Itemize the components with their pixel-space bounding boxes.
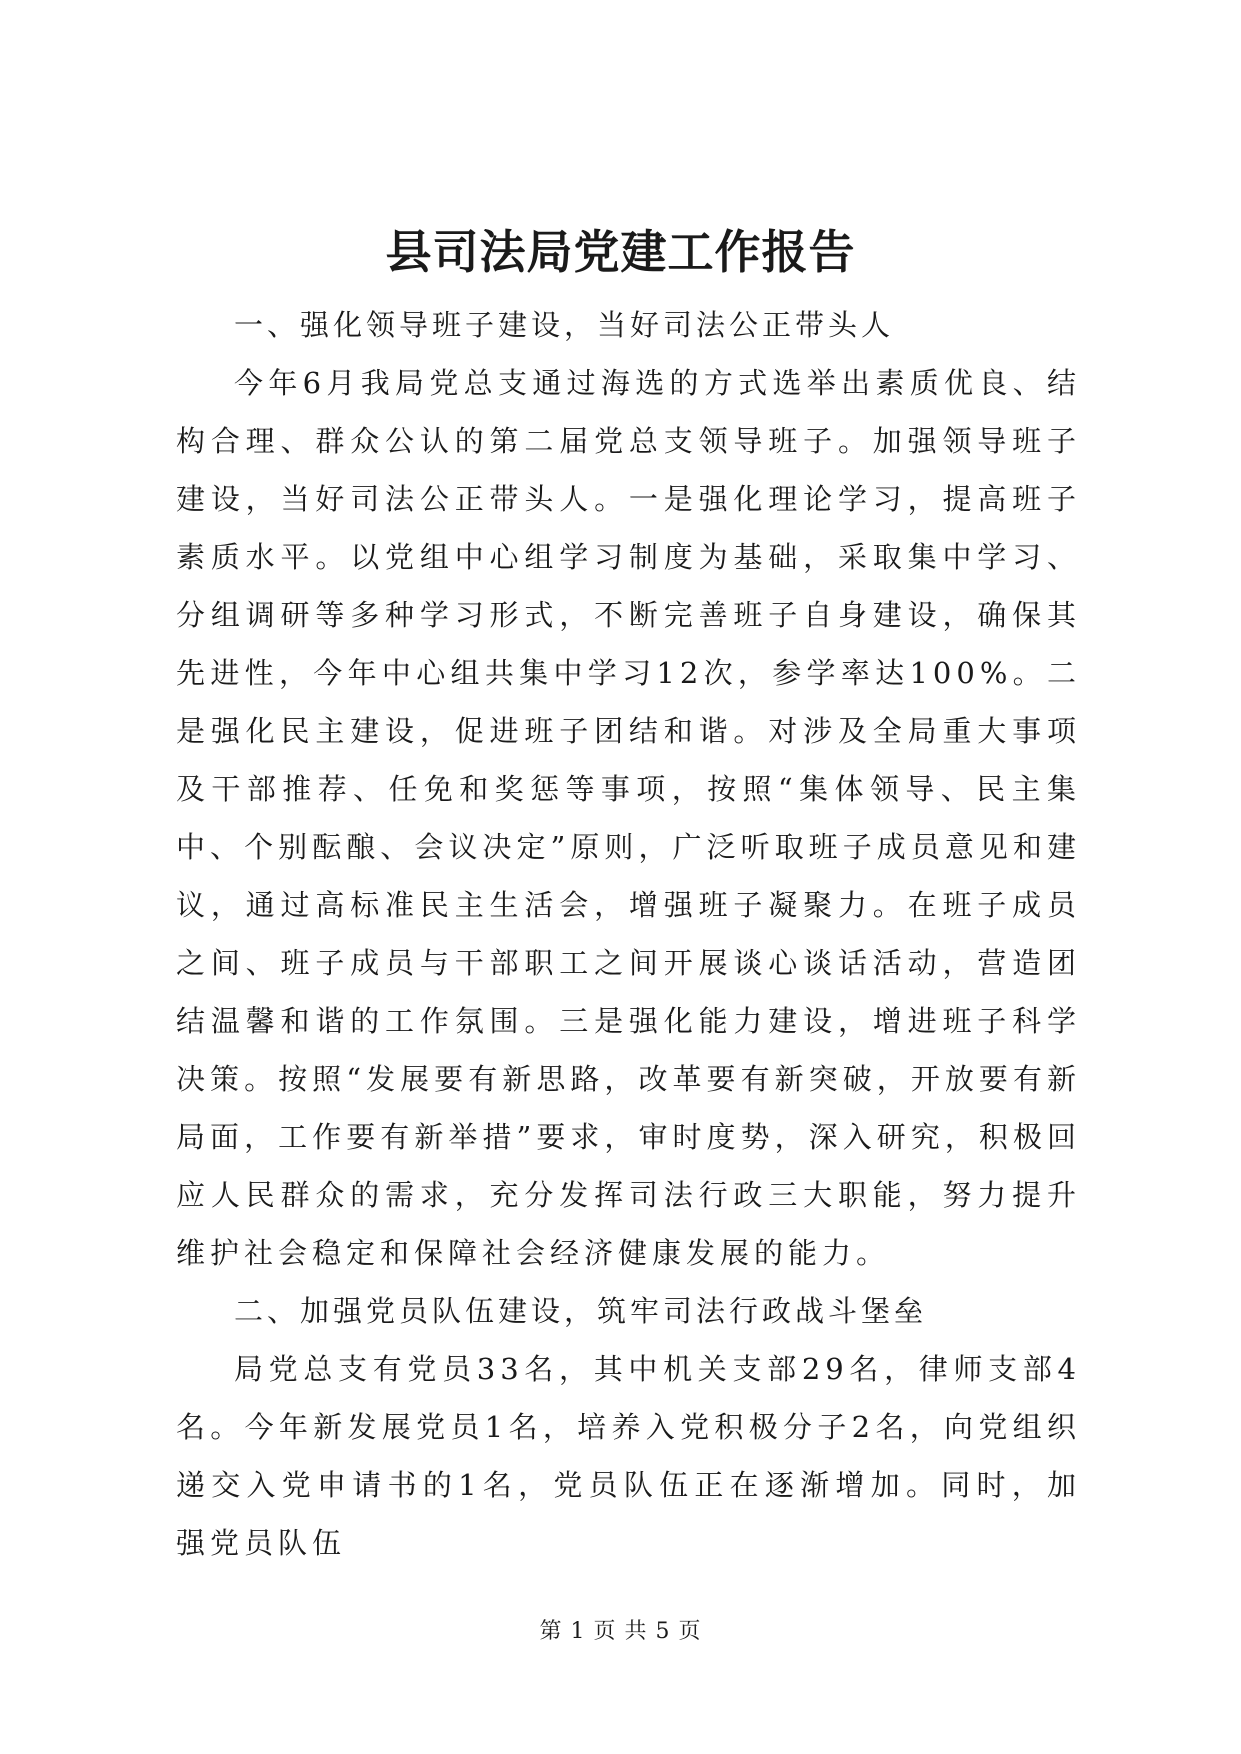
document-title: 县司法局党建工作报告 xyxy=(385,225,856,279)
section-heading-2: 二、加强党员队伍建设，筑牢司法行政战斗堡垒 xyxy=(234,1294,928,1328)
page-footer: 第 1 页 共 5 页 xyxy=(539,1619,702,1644)
section-heading-1: 一、强化领导班子建设，当好司法公正带头人 xyxy=(234,308,895,342)
body-paragraph-2: 局党总支有党员33名，其中机关支部29名，律师支部4名。今年新发展党员1名，培养入党积极分子2名，向党组织递交入党申请书的1名，党员队伍正在逐渐增加。同时，加强党员队伍 xyxy=(176,1352,1081,1560)
body-paragraph-1: 今年6月我局党总支通过海选的方式选举出素质优良、结构合理、群众公认的第二届党总支领导班子。加强领导班子建设，当好司法公正带头人。一是强化理论学习，提高班子素质水平。以党组中心组学习制度为基础，采取集中学习、分组调研等多种学习形式，不断完善班子自身建设，确保其先进性，今年中心组共集中学习12次，参学率达100%。二是强化民主建设，促进班子团结和谐。对涉及全局重大事项及干部推荐、任免和奖惩等事项，按照“集体领导、民主集中、个别酝酿、会议决定”原则，广泛听取班子成员意见和建议，通过高标准民主生活会，增强班子凝聚力。在班子成员之间、班子成员与干部职工之间开展谈心谈话活动，营造团结温馨和谐的工作氛围。三是强化能力建设，增进班子科学决策。按照“发展要有新思路，改革要有新突破，开放要有新局面，工作要有新举措”要求，审时度势，深入研究，积极回应人民群众的需求，充分发挥司法行政三大职能，努力提升维护社会稳定和保障社会经济健康发展的能力。 xyxy=(176,366,1081,1270)
document-body xyxy=(176,296,1081,1572)
